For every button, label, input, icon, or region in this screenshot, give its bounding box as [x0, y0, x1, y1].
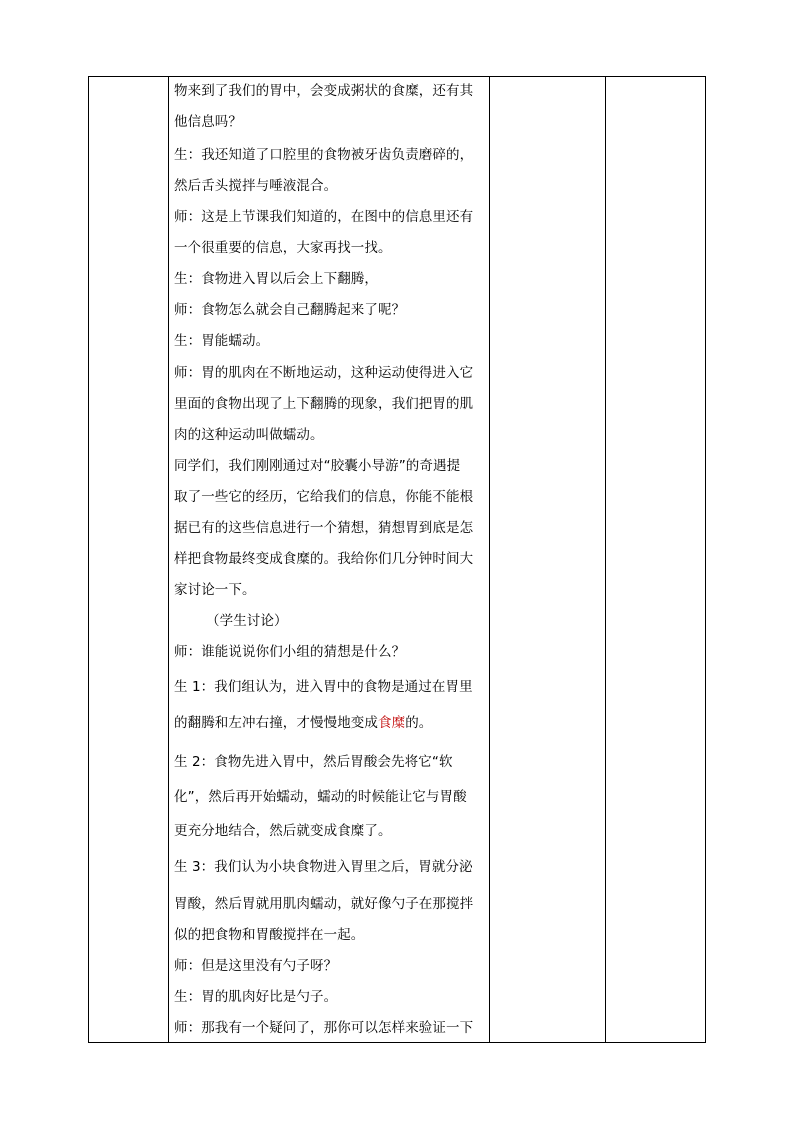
text-segment: 的。 [405, 715, 433, 731]
text-line: 肉的这种运动叫做蠕动。 [174, 427, 324, 443]
text-line: 似的把食物和胃酸搅拌在一起。 [174, 927, 365, 943]
text-line: 化”，然后再开始蠕动，蠕动的时候能让它与胃酸 [174, 789, 467, 805]
text-segment: 的翻腾和左冲右撞，才慢慢地变成 [174, 715, 378, 731]
text-line: 师：那我有一个疑问了，那你可以怎样来验证一下 [174, 1020, 474, 1036]
text-line: 师：胃的肌肉在不断地运动，这种运动使得进入它 [174, 365, 474, 381]
text-line: 然后舌头搅拌与唾液混合。 [174, 178, 338, 194]
text-line: 胃酸，然后胃就用肌肉蠕动，就好像勺子在那搅拌 [174, 896, 474, 912]
text-line [174, 713, 432, 733]
text-line: 生：胃的肌肉好比是勺子。 [174, 989, 338, 1005]
column-divider-2 [489, 77, 490, 1042]
text-line: 一个很重要的信息，大家再找一找。 [174, 240, 392, 256]
text-line: 师：但是这里没有勺子呀？ [174, 958, 338, 974]
text-line: 他信息吗？ [174, 114, 242, 130]
text-line: 生 3：我们认为小块食物进入胃里之后，胃就分泌 [174, 859, 473, 875]
text-line: 师：食物怎么就会自己翻腾起来了呢？ [174, 302, 406, 318]
text-line: 里面的食物出现了上下翻腾的现象，我们把胃的肌 [174, 396, 474, 412]
text-line: 物来到了我们的胃中，会变成粥状的食糜，还有其 [174, 83, 474, 99]
highlighted-term: 食糜 [378, 715, 406, 731]
text-line: 家讨论一下。 [174, 582, 256, 598]
text-line: 生：我还知道了口腔里的食物被牙齿负责磨碎的， [174, 147, 474, 163]
text-line: 生：胃能蠕动。 [174, 333, 270, 349]
text-line: 师：谁能说说你们小组的猜想是什么？ [174, 644, 406, 660]
column-divider-3 [605, 77, 606, 1042]
text-line: 取了一些它的经历，它给我们的信息，你能不能根 [174, 489, 474, 505]
text-line: 同学们，我们刚刚通过对“胶囊小导游”的奇遇提 [174, 458, 461, 474]
text-line: 生 1：我们组认为，进入胃中的食物是通过在胃里 [174, 679, 473, 695]
text-line: 据已有的这些信息进行一个猜想，猜想胃到底是怎 [174, 520, 474, 536]
text-line: 师：这是上节课我们知道的，在图中的信息里还有 [174, 209, 474, 225]
text-line: （学生讨论） [206, 613, 288, 629]
text-line: 生 2：食物先进入胃中，然后胃酸会先将它“软 [174, 754, 453, 770]
text-line: 样把食物最终变成食糜的。我给你们几分钟时间大 [174, 551, 474, 567]
text-line: 更充分地结合，然后就变成食糜了。 [174, 823, 392, 839]
column-divider-1 [168, 77, 169, 1042]
text-line: 生：食物进入胃以后会上下翻腾， [174, 271, 378, 287]
